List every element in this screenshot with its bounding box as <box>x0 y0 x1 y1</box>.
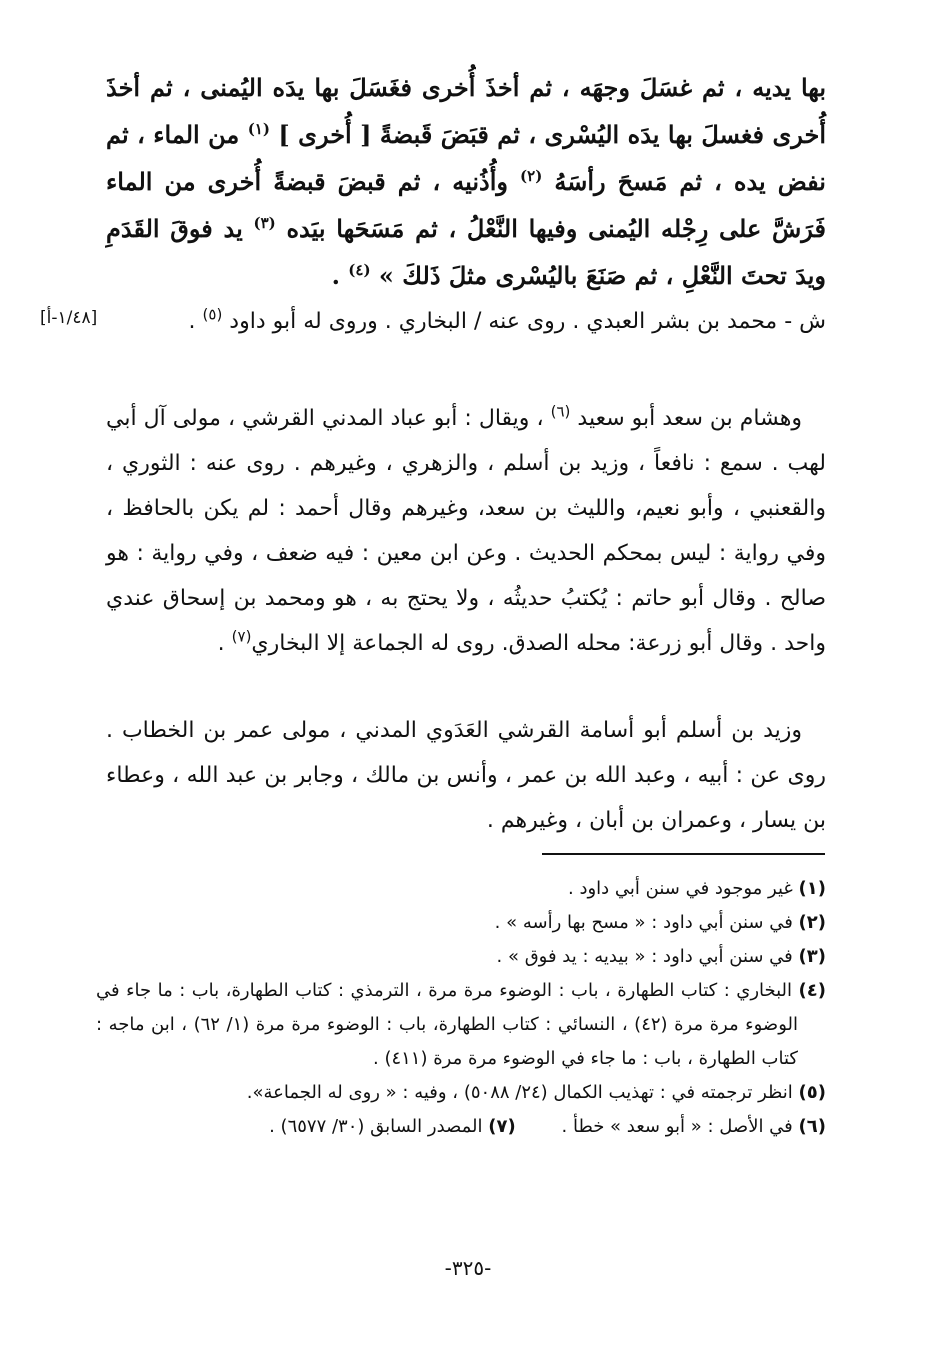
footnote-separator <box>542 853 825 855</box>
footnote-ref-7[interactable]: (٧) <box>231 627 252 646</box>
footnote-text: انظر ترجمته في : تهذيب الكمال (٢٤/ ٥٠٨٨) ، وفيه : « روى له الجماعة». <box>246 1082 793 1103</box>
footnote-2 <box>96 906 826 940</box>
commentary-intro <box>106 300 826 344</box>
paragraph-zaid: وزيد بن أسلم أبو أسامة القرشي العَدَوي المدني ، مولى عمر بن الخطاب . روى عن : أبيه ، وعبد الله بن عمر ، وأنس بن مالك ، وجابر بن عبد الله ، وعطاء بن يسار ، وعمران بن أبان ، وغيرهم . <box>106 718 826 833</box>
paragraph-hisham-a: وهشام بن سعد أبو سعيد <box>570 406 802 431</box>
manuscript-folio-marker: [١/٤٨-أ] <box>40 308 98 328</box>
footnote-5 <box>96 1076 826 1110</box>
footnote-3 <box>96 940 826 974</box>
hadith-text <box>106 64 826 299</box>
footnote-text: في سنن أبي داود : « مسح بها رأسه » . <box>494 912 793 933</box>
page-number: -٣٢٥- <box>444 1256 492 1280</box>
footnote-ref-4[interactable]: (٤) <box>348 261 371 279</box>
paragraph-hisham-c: . <box>217 631 232 656</box>
commentary-text: ش - محمد بن بشر العبدي . روى عنه / البخاري . وروى له أبو داود <box>222 309 826 334</box>
footnote-number: (١) <box>798 878 826 899</box>
footnote-text: المصدر السابق (٣٠/ ٦٥٧٧) . <box>269 1116 483 1137</box>
footnote-6-7 <box>96 1110 826 1144</box>
hadith-part-1: بها يديه ، ثم غسَلَ وجهَه ، ثم أخذَ أُخرى فغَسَلَ بها يدَه اليُمنى ، ثم أخذَ أُخرى فغسلَ بها يدَه اليُسْرى ، ثم قبَضَ قَبضةً [ أُخرى ] <box>106 73 826 149</box>
commentary-end: . <box>188 309 203 334</box>
footnote-text: البخاري : كتاب الطهارة ، باب : الوضوء مرة مرة ، الترمذي : كتاب الطهارة، باب : ما جاء في الوضوء مرة مرة (٤٢) ، النسائي : كتاب الطهارة، باب : الوضوء مرة مرة (١/ ٦٢) ، ابن ماجه : كتاب الطهارة ، باب : ما جاء في الوضوء مرة مرة (٤١١) . <box>96 980 798 1069</box>
paragraph-hisham-b: ، ويقال : أبو عباد المدني القرشي ، مولى آل أبي لهب . سمع : نافعاً ، وزيد بن أسلم ، والزهري ، وغيرهم . روى عنه : الثوري ، والقعنبي ، وأبو نعيم، والليث بن سعد، وغيرهم وقال أحمد : لم يكن بالحافظ ، وفي رواية : ليس بمحكم الحديث . وعن ابن معين : فيه ضعف ، وفي رواية : هو صالح . وقال أبو حاتم : يُكتبُ حديثُه ، ولا يحتج به ، هو ومحمد بن إسحاق عندي واحد . وقال أبو زرعة: محله الصدق. روى له الجماعة إلا البخاري <box>106 406 826 656</box>
footnote-1 <box>96 872 826 906</box>
hadith-part-3: وأُذُنيه ، ثم قبضَ قبضةً أُخرى من الماء فَرَشَّ على رِجْله اليُمنى وفيها النَّعْلُ ، ثم مَسَحَها بيَده <box>106 167 826 243</box>
footnote-text: في الأصل : « أبو سعد » خطأ . <box>561 1116 793 1137</box>
footnote-ref-3[interactable]: (٣) <box>253 214 276 232</box>
footnote-number: (٥) <box>798 1082 826 1103</box>
footnote-ref-6[interactable]: (٦) <box>550 402 571 421</box>
footnote-ref-1[interactable]: (١) <box>247 120 270 138</box>
footnote-4 <box>96 974 826 1076</box>
footnote-ref-2[interactable]: (٢) <box>520 167 543 185</box>
hadith-part-5: . <box>331 261 349 290</box>
footnote-text: في سنن أبي داود : « بيديه : يد فوق » . <box>496 946 793 967</box>
footnotes <box>96 872 826 1144</box>
footnote-ref-5[interactable]: (٥) <box>202 305 223 324</box>
footnote-number: (٣) <box>798 946 826 967</box>
footnote-number: (٤) <box>798 980 826 1001</box>
footnote-number: (٧) <box>488 1116 516 1137</box>
hadith-part-4: يد فوقَ القَدَمِ ويدَ تحتَ النَّعْلِ ، ثم صَنَعَ باليُسْرى مثلَ ذَلكَ » <box>106 214 826 290</box>
hadith-part-2: من الماء ، ثم نفض يده ، ثم مَسحَ رأسَهُ <box>106 120 826 196</box>
paragraph-hisham <box>106 396 826 666</box>
footnote-text: غير موجود في سنن أبي داود . <box>568 878 793 899</box>
footnote-number: (٢) <box>798 912 826 933</box>
footnote-number: (٦) <box>798 1116 826 1137</box>
